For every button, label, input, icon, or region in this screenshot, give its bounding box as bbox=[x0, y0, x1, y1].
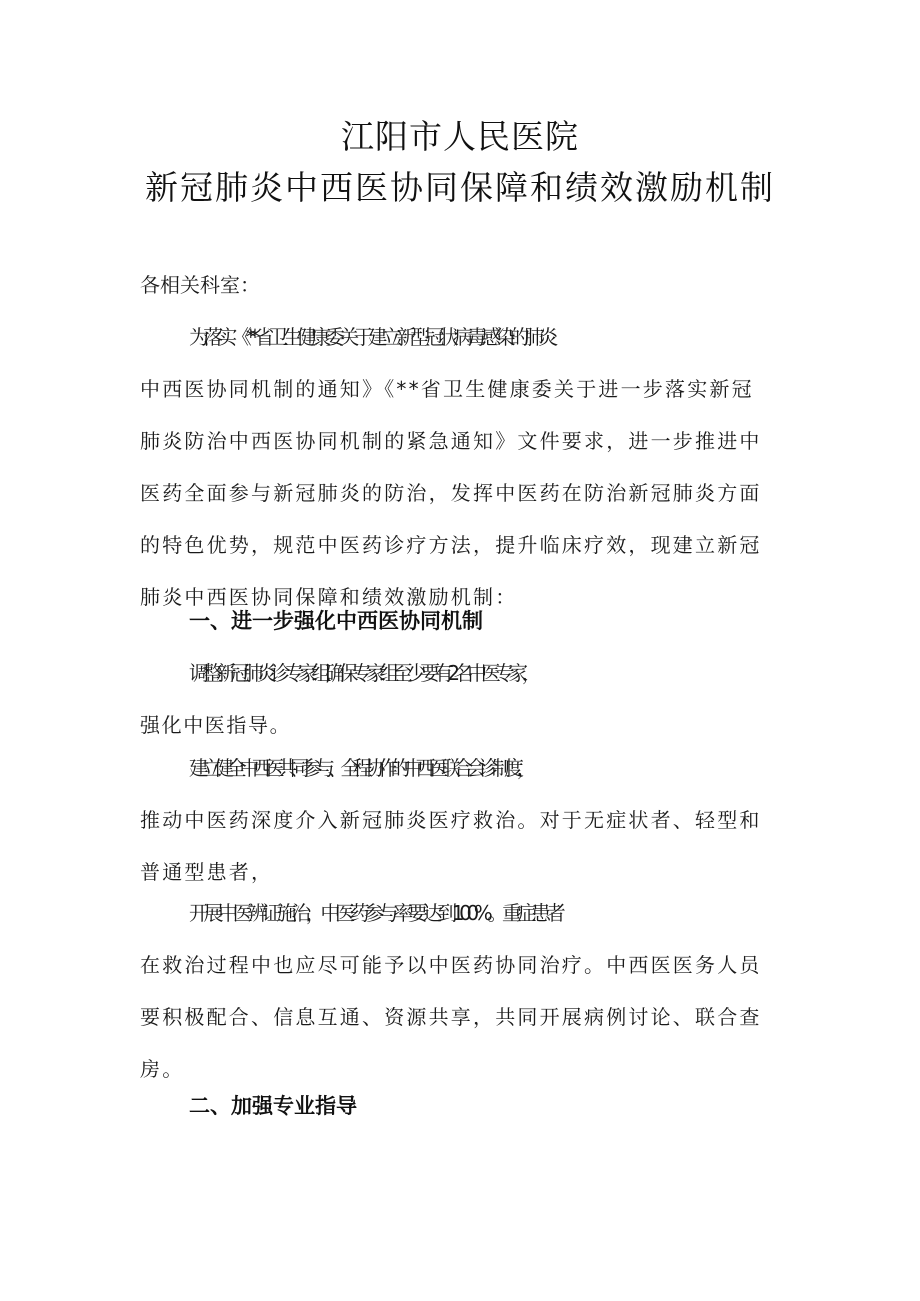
paragraph-line: 普通型患者， bbox=[140, 860, 274, 884]
salutation: 各相关科室： bbox=[140, 273, 260, 297]
section-1-paragraph-2 bbox=[140, 742, 780, 898]
paragraph-line: 要积极配合、信息互通、资源共享，共同开展病例讨论、联合查 bbox=[140, 1005, 762, 1029]
section-1-paragraph-3 bbox=[140, 887, 780, 1095]
paragraph-line: 开展中医辨证施治，中医药参与率要达到100%。重症患者 bbox=[189, 901, 561, 925]
intro-line: 为落实《**省卫生健康委关于建立新型冠状病毒感染的肺炎 bbox=[189, 325, 553, 349]
paragraph-line: 推动中医药深度介入新冠肺炎医疗救治。对于无症状者、轻型和 bbox=[140, 808, 762, 832]
intro-paragraph bbox=[140, 311, 780, 623]
paragraph-line: 强化中医指导。 bbox=[140, 713, 292, 737]
intro-line: 肺炎中西医协同保障和绩效激励机制： bbox=[140, 585, 518, 609]
intro-line: 的特色优势，规范中医药诊疗方法，提升临床疗效，现建立新冠 bbox=[140, 533, 762, 557]
paragraph-line: 房。 bbox=[140, 1057, 185, 1081]
paragraph-line: 在救治过程中也应尽可能予以中医药协同治疗。中西医医务人员 bbox=[140, 953, 762, 977]
document-title: 新冠肺炎中西医协同保障和绩效激励机制 bbox=[145, 168, 775, 207]
intro-line: 医药全面参与新冠肺炎的防治，发挥中医药在防治新冠肺炎方面 bbox=[140, 481, 762, 505]
section-2-heading: 二、加强专业指导 bbox=[189, 1094, 357, 1118]
hospital-title: 江阳市人民医院 bbox=[341, 117, 579, 156]
section-1-paragraph-1 bbox=[140, 647, 780, 751]
intro-line: 中西医协同机制的通知》《**省卫生健康委关于进一步落实新冠 bbox=[140, 377, 754, 401]
intro-line: 肺炎防治中西医协同机制的紧急通知》文件要求，进一步推进中 bbox=[140, 429, 762, 453]
paragraph-line: 建立健全中西医共同参与、全程协作的中西医联合会诊制度， bbox=[189, 756, 530, 780]
section-1-heading: 一、进一步强化中西医协同机制 bbox=[189, 609, 483, 633]
paragraph-line: 调整新冠肺炎诊专家组,确保专家组至少要有2名中医专家， bbox=[189, 661, 536, 685]
